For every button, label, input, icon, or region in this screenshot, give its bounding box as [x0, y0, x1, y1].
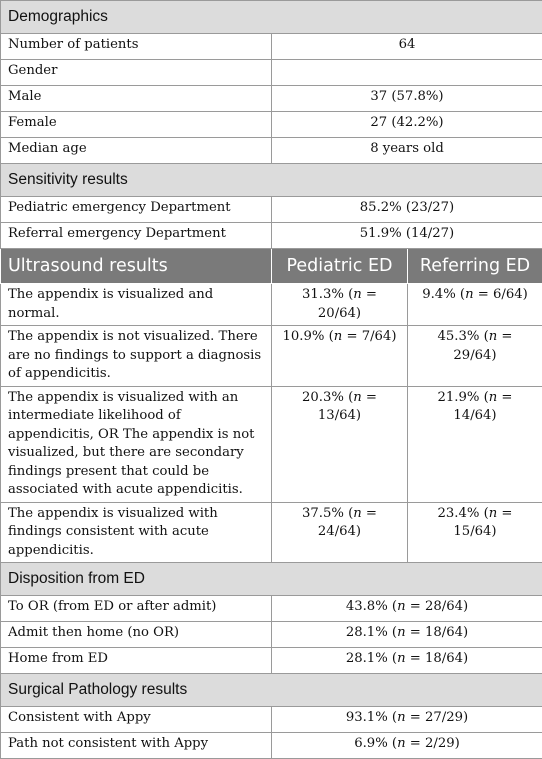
row-label: Path not consistent with Appy: [1, 733, 272, 759]
column-header-referring-ed: Referring ED: [408, 249, 542, 284]
table-row: [1, 223, 542, 249]
table-row: [1, 707, 542, 733]
table-row: [1, 60, 542, 86]
row-label: Admit then home (no OR): [1, 622, 272, 648]
section-header-sensitivity: [1, 164, 542, 197]
row-value: 8 years old: [272, 138, 542, 164]
row-label: Consistent with Appy: [1, 707, 272, 733]
row-label: Median age: [1, 138, 272, 164]
row-label: The appendix is visualized with findings consistent with acute appendicitis.: [1, 502, 272, 563]
row-value: 51.9% (14/27): [272, 223, 542, 249]
pediatric-value: 10.9% (n = 7/64): [272, 326, 408, 387]
row-label: Number of patients: [1, 34, 272, 60]
row-label: To OR (from ED or after admit): [1, 596, 272, 622]
row-value: 64: [272, 34, 542, 60]
referring-value: 45.3% (n = 29/64): [408, 326, 542, 387]
table-row: [1, 138, 542, 164]
section-title: Surgical Pathology results: [1, 674, 542, 707]
pediatric-value: 31.3% (n = 20/64): [272, 284, 408, 326]
table-row: [1, 622, 542, 648]
table-row: [1, 326, 542, 387]
row-label: Home from ED: [1, 648, 272, 674]
row-value: 93.1% (n = 27/29): [272, 707, 542, 733]
table-row: [1, 34, 542, 60]
table-row: [1, 648, 542, 674]
table-row: [1, 386, 542, 502]
row-label: The appendix is visualized and normal.: [1, 284, 272, 326]
row-label: The appendix is visualized with an intermediate likelihood of appendicitis, OR The appendix is not visualized, but there are secondary findings present that could be associated with acute appendicitis.: [1, 386, 272, 502]
section-header-disposition: [1, 563, 542, 596]
row-label: Gender: [1, 60, 272, 86]
table-row: [1, 112, 542, 138]
row-value: 27 (42.2%): [272, 112, 542, 138]
table-row: [1, 733, 542, 759]
section-title: Demographics: [1, 1, 542, 34]
row-label: The appendix is not visualized. There are no findings to support a diagnosis of appendicitis.: [1, 326, 272, 387]
referring-value: 21.9% (n = 14/64): [408, 386, 542, 502]
pediatric-value: 20.3% (n = 13/64): [272, 386, 408, 502]
row-label: Female: [1, 112, 272, 138]
row-label: Pediatric emergency Department: [1, 197, 272, 223]
row-value: 28.1% (n = 18/64): [272, 648, 542, 674]
section-title: Disposition from ED: [1, 563, 542, 596]
table-row: [1, 284, 542, 326]
table-row: [1, 502, 542, 563]
row-value: 43.8% (n = 28/64): [272, 596, 542, 622]
section-header-pathology: [1, 674, 542, 707]
section-title: Ultrasound results: [1, 249, 272, 284]
pediatric-value: 37.5% (n = 24/64): [272, 502, 408, 563]
table-row: [1, 197, 542, 223]
row-value: 85.2% (23/27): [272, 197, 542, 223]
section-title: Sensitivity results: [1, 164, 542, 197]
table-row: [1, 86, 542, 112]
row-label: Referral emergency Department: [1, 223, 272, 249]
row-value: 28.1% (n = 18/64): [272, 622, 542, 648]
row-label: Male: [1, 86, 272, 112]
referring-value: 9.4% (n = 6/64): [408, 284, 542, 326]
row-value: 37 (57.8%): [272, 86, 542, 112]
table-row: [1, 596, 542, 622]
row-value: [272, 60, 542, 86]
section-header-demographics: [1, 1, 542, 34]
section-header-ultrasound: [1, 249, 542, 284]
column-header-pediatric-ed: Pediatric ED: [272, 249, 408, 284]
referring-value: 23.4% (n = 15/64): [408, 502, 542, 563]
row-value: 6.9% (n = 2/29): [272, 733, 542, 759]
